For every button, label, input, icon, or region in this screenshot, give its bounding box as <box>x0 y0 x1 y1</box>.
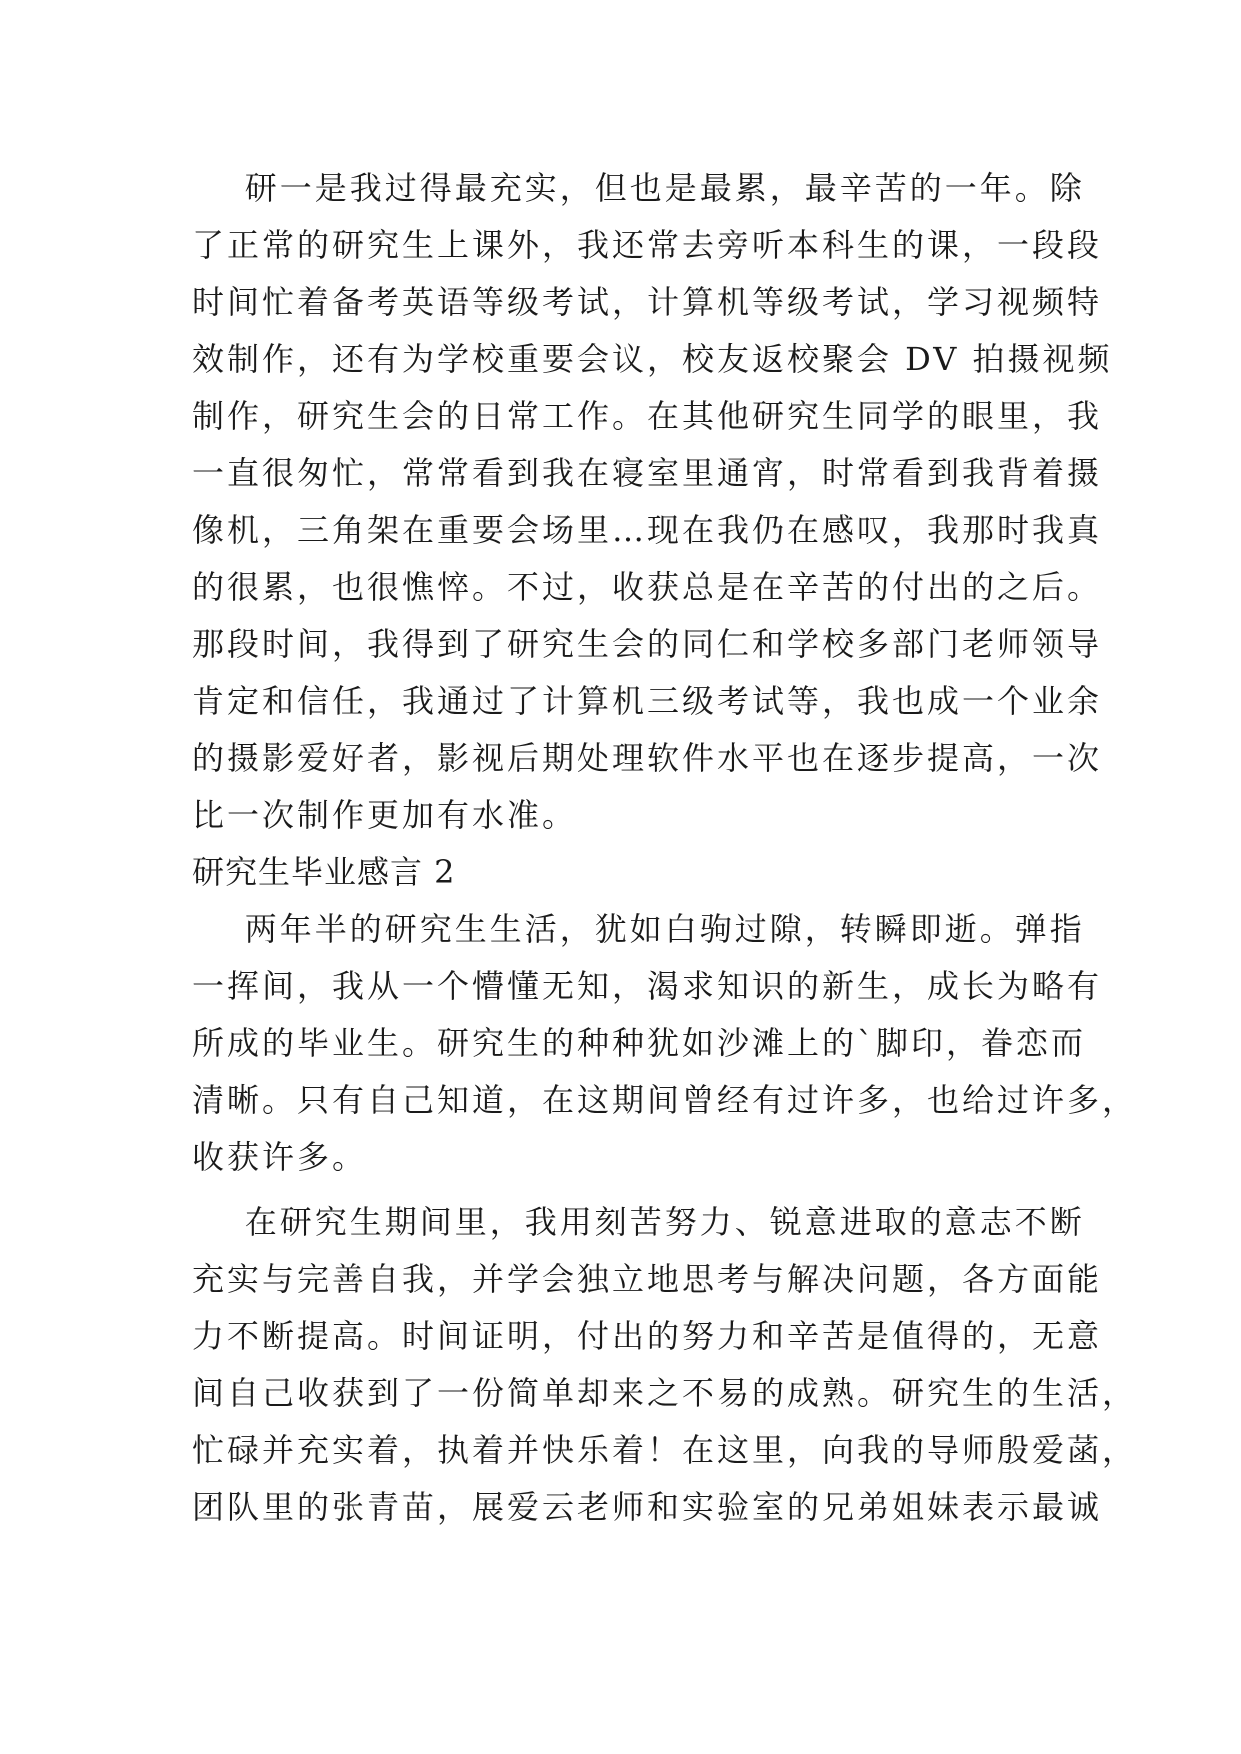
paragraph-line: 在研究生期间里，我用刻苦努力、锐意进取的意志不断 <box>192 1203 1085 1241</box>
paragraph-line: 一挥间，我从一个懵懂无知，渴求知识的新生，成长为略有 <box>192 967 1103 1005</box>
paragraph-line: 肯定和信任，我通过了计算机三级考试等，我也成一个业余 <box>192 682 1103 720</box>
section-heading: 研究生毕业感言 2 <box>192 853 456 891</box>
paragraph-line: 像机，三角架在重要会场里…现在我仍在感叹，我那时我真 <box>192 511 1103 549</box>
paragraph-line: 效制作，还有为学校重要会议，校友返校聚会 DV 拍摄视频 <box>192 340 1113 378</box>
paragraph-line: 充实与完善自我，并学会独立地思考与解决问题，各方面能 <box>192 1260 1103 1298</box>
paragraph-line: 时间忙着备考英语等级考试，计算机等级考试，学习视频特 <box>192 283 1103 321</box>
paragraph-line: 所成的毕业生。研究生的种种犹如沙滩上的`脚印，眷恋而 <box>192 1024 1087 1062</box>
paragraph-line: 两年半的研究生生活，犹如白驹过隙，转瞬即逝。弹指 <box>192 910 1085 948</box>
paragraph-line: 一直很匆忙，常常看到我在寝室里通宵，时常看到我背着摄 <box>192 454 1103 492</box>
paragraph-line: 清晰。只有自己知道，在这期间曾经有过许多，也给过许多， <box>192 1081 1138 1119</box>
paragraph-line: 那段时间，我得到了研究生会的同仁和学校多部门老师领导 <box>192 625 1103 663</box>
document-body <box>192 160 1138 1536</box>
paragraph-line: 的摄影爱好者，影视后期处理软件水平也在逐步提高，一次 <box>192 739 1103 777</box>
paragraph-line: 比一次制作更加有水准。 <box>192 796 578 834</box>
paragraph-line: 力不断提高。时间证明，付出的努力和辛苦是值得的，无意 <box>192 1317 1103 1355</box>
paragraph-line: 制作，研究生会的日常工作。在其他研究生同学的眼里，我 <box>192 397 1103 435</box>
paragraph-line: 研一是我过得最充实，但也是最累，最辛苦的一年。除 <box>192 169 1085 207</box>
paragraph-line: 的很累，也很憔悴。不过，收获总是在辛苦的付出的之后。 <box>192 568 1103 606</box>
paragraph-line: 团队里的张青苗，展爱云老师和实验室的兄弟姐妹表示最诚 <box>192 1488 1103 1526</box>
paragraph-line: 了正常的研究生上课外，我还常去旁听本科生的课，一段段 <box>192 226 1103 264</box>
paragraph-line: 收获许多。 <box>192 1138 368 1176</box>
paragraph-line: 间自己收获到了一份简单却来之不易的成熟。研究生的生活， <box>192 1374 1138 1412</box>
paragraph-line: 忙碌并充实着，执着并快乐着！在这里，向我的导师殷爱菡， <box>192 1431 1138 1469</box>
